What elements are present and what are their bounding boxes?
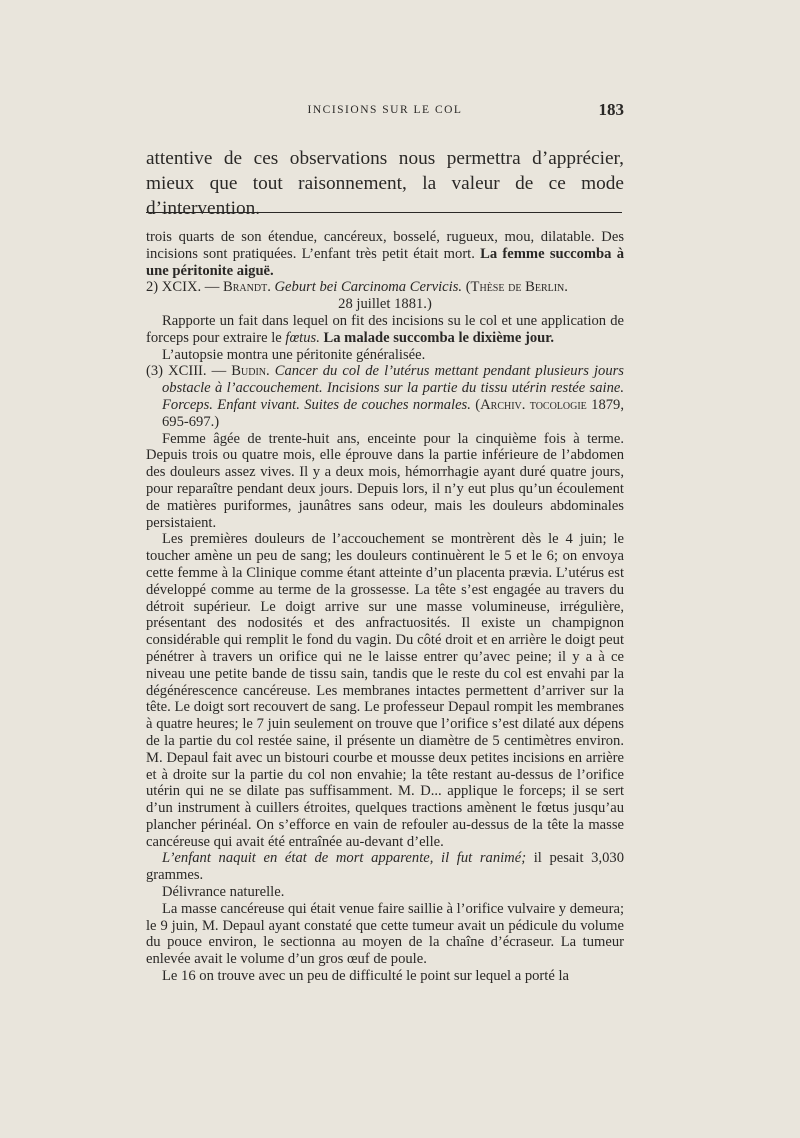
- paragraph-6-italic: L’enfant naquit en état de mort apparente, il fut ranimé;: [162, 850, 527, 867]
- reference-3-number: (3) XCIII. —: [146, 363, 232, 380]
- reference-3: [146, 363, 624, 430]
- paragraph-4: Femme âgée de trente-huit ans, enceinte pour la cinquième fois à terme. Depuis trois ou quatre mois, elle éprouve dans la partie inférieure de l’abdomen des douleurs assez vives. Il y a deux mois, hémorrhagie ayant duré quatre jours, pour reparaître pendant deux jours. Depuis lors, il n’y eut plus qu’un écoulement de matières puriformes, jaunâtres sans odeur, mais les douleurs abdominales persistaient.: [146, 430, 624, 531]
- paragraph-6: [146, 850, 624, 884]
- running-title: INCISIONS SUR LE COL: [307, 104, 463, 116]
- paragraph-1-text: trois quarts de son étendue, cancéreux, bosselé, rugueux, mou, dilatable. Des incisions sont pratiquées. L’enfant très petit était mort.: [146, 229, 624, 262]
- paragraph-9: Le 16 on trouve avec un peu de difficulté le point sur lequel a porté la: [162, 968, 570, 985]
- paragraph-2-text: Rapporte un fait dans lequel on fit des incisions su le col et une application de forceps pour extraire le: [146, 312, 624, 346]
- reference-3-pages: 1879, 695-697.): [162, 396, 624, 430]
- reference-2-date: 28 juillet 1881.): [338, 296, 432, 313]
- reference-2-source: (Thèse de Berlin.: [462, 279, 568, 296]
- paragraph-8: La masse cancéreuse qui était venue faire saillie à l’orifice vulvaire y demeura; le 9 juin, M. Depaul ayant constaté que cette tumeur avait un pédicule du volume du pouce environ, le sectionna au moyen de la chaîne d’écraseur. La tumeur enlevée avait le volume d’un gros œuf de poule.: [146, 900, 624, 968]
- reference-3-source: (Archiv. tocologie: [470, 396, 587, 413]
- page-header: [146, 100, 624, 124]
- reference-3-title: Cancer du col de l’utérus mettant pendant plusieurs jours obstacle à l’accouchement. Incisions sur la partie du tissu utérin restée saine. Forceps. Enfant vivant. Suites de couches normales.: [162, 363, 624, 413]
- paragraph-2-italic: fœtus.: [285, 329, 320, 346]
- reference-2-number: 2) XCIX. —: [146, 279, 224, 296]
- paragraph-2: [146, 313, 624, 347]
- reference-2-title: Geburt bei Carcinoma Cervicis.: [270, 279, 463, 296]
- intro-paragraph: attentive de ces observations nous permettra d’apprécier, mieux que tout raisonnement, la valeur de ce mode d’intervention.: [146, 148, 624, 219]
- section-divider: [146, 212, 622, 213]
- paragraph-5: Les premières douleurs de l’accouchement se montrèrent dès le 4 juin; le toucher amène un peu de sang; les douleurs continuèrent le 5 et le 6; on envoya cette femme à la Clinique comme étant atteinte d’un placenta prævia. L’utérus est développé comme au terme de la grossesse. La tête s’est engagée au travers du détroit supérieur. Le doigt arrive sur une masse volumineuse, irrégulière, présentant des nodosités et des anfractuosités. Il existe un champignon considérable qui remplit le fond du vagin. Du côté droit et en arrière le doigt peut pénétrer à travers un orifice qui ne le laisse entrer qu’avec peine; il y a à ce niveau une petite bande de tissu sain, tandis que le reste du col est envahi par la dégénérescence cancéreuse. Les membranes intactes permettent d’arriver sur la tête. Le doigt sort recouvert de sang. Le professeur Depaul rompit les membranes à quatre heures; le 7 juin seulement on trouve que l’orifice s’est dilaté aux dépens de la partie du col restée saine, il présente un diamètre de 5 centimètres environ. M. Depaul fait avec un bistouri courbe et mousse deux petites incisions en arrière et à droite sur la partie du col non envahie; la tête restant au-dessus de l’orifice utérin qui ne se dilate pas suffisamment. M. D... applique le forceps; il se sert d’un instrument à cuillers étroites, quelques tractions amènent le fœtus jusqu’au plancher périnéal. On s’efforce en vain de refouler au-dessus de la tête la masse cancéreuse qui avait été entraînée au-devant d’elle.: [146, 531, 624, 850]
- paragraph-2-bold: La malade succomba le dixième jour.: [319, 329, 555, 346]
- paragraph-1-bold: La femme succomba à une péritonite aiguë.: [146, 245, 624, 279]
- reference-2: [146, 279, 624, 296]
- reference-3-author: Budin.: [231, 363, 270, 380]
- page-number: 183: [598, 100, 624, 119]
- reference-2-author: Brandt.: [223, 279, 271, 296]
- paragraph-7: Délivrance naturelle.: [162, 884, 285, 901]
- paragraph-6-text: il pesait 3,030 grammes.: [146, 850, 624, 884]
- paragraph-1: [146, 229, 624, 279]
- body-text: [146, 229, 624, 985]
- paragraph-3: L’autopsie montra une péritonite généralisée.: [162, 346, 426, 363]
